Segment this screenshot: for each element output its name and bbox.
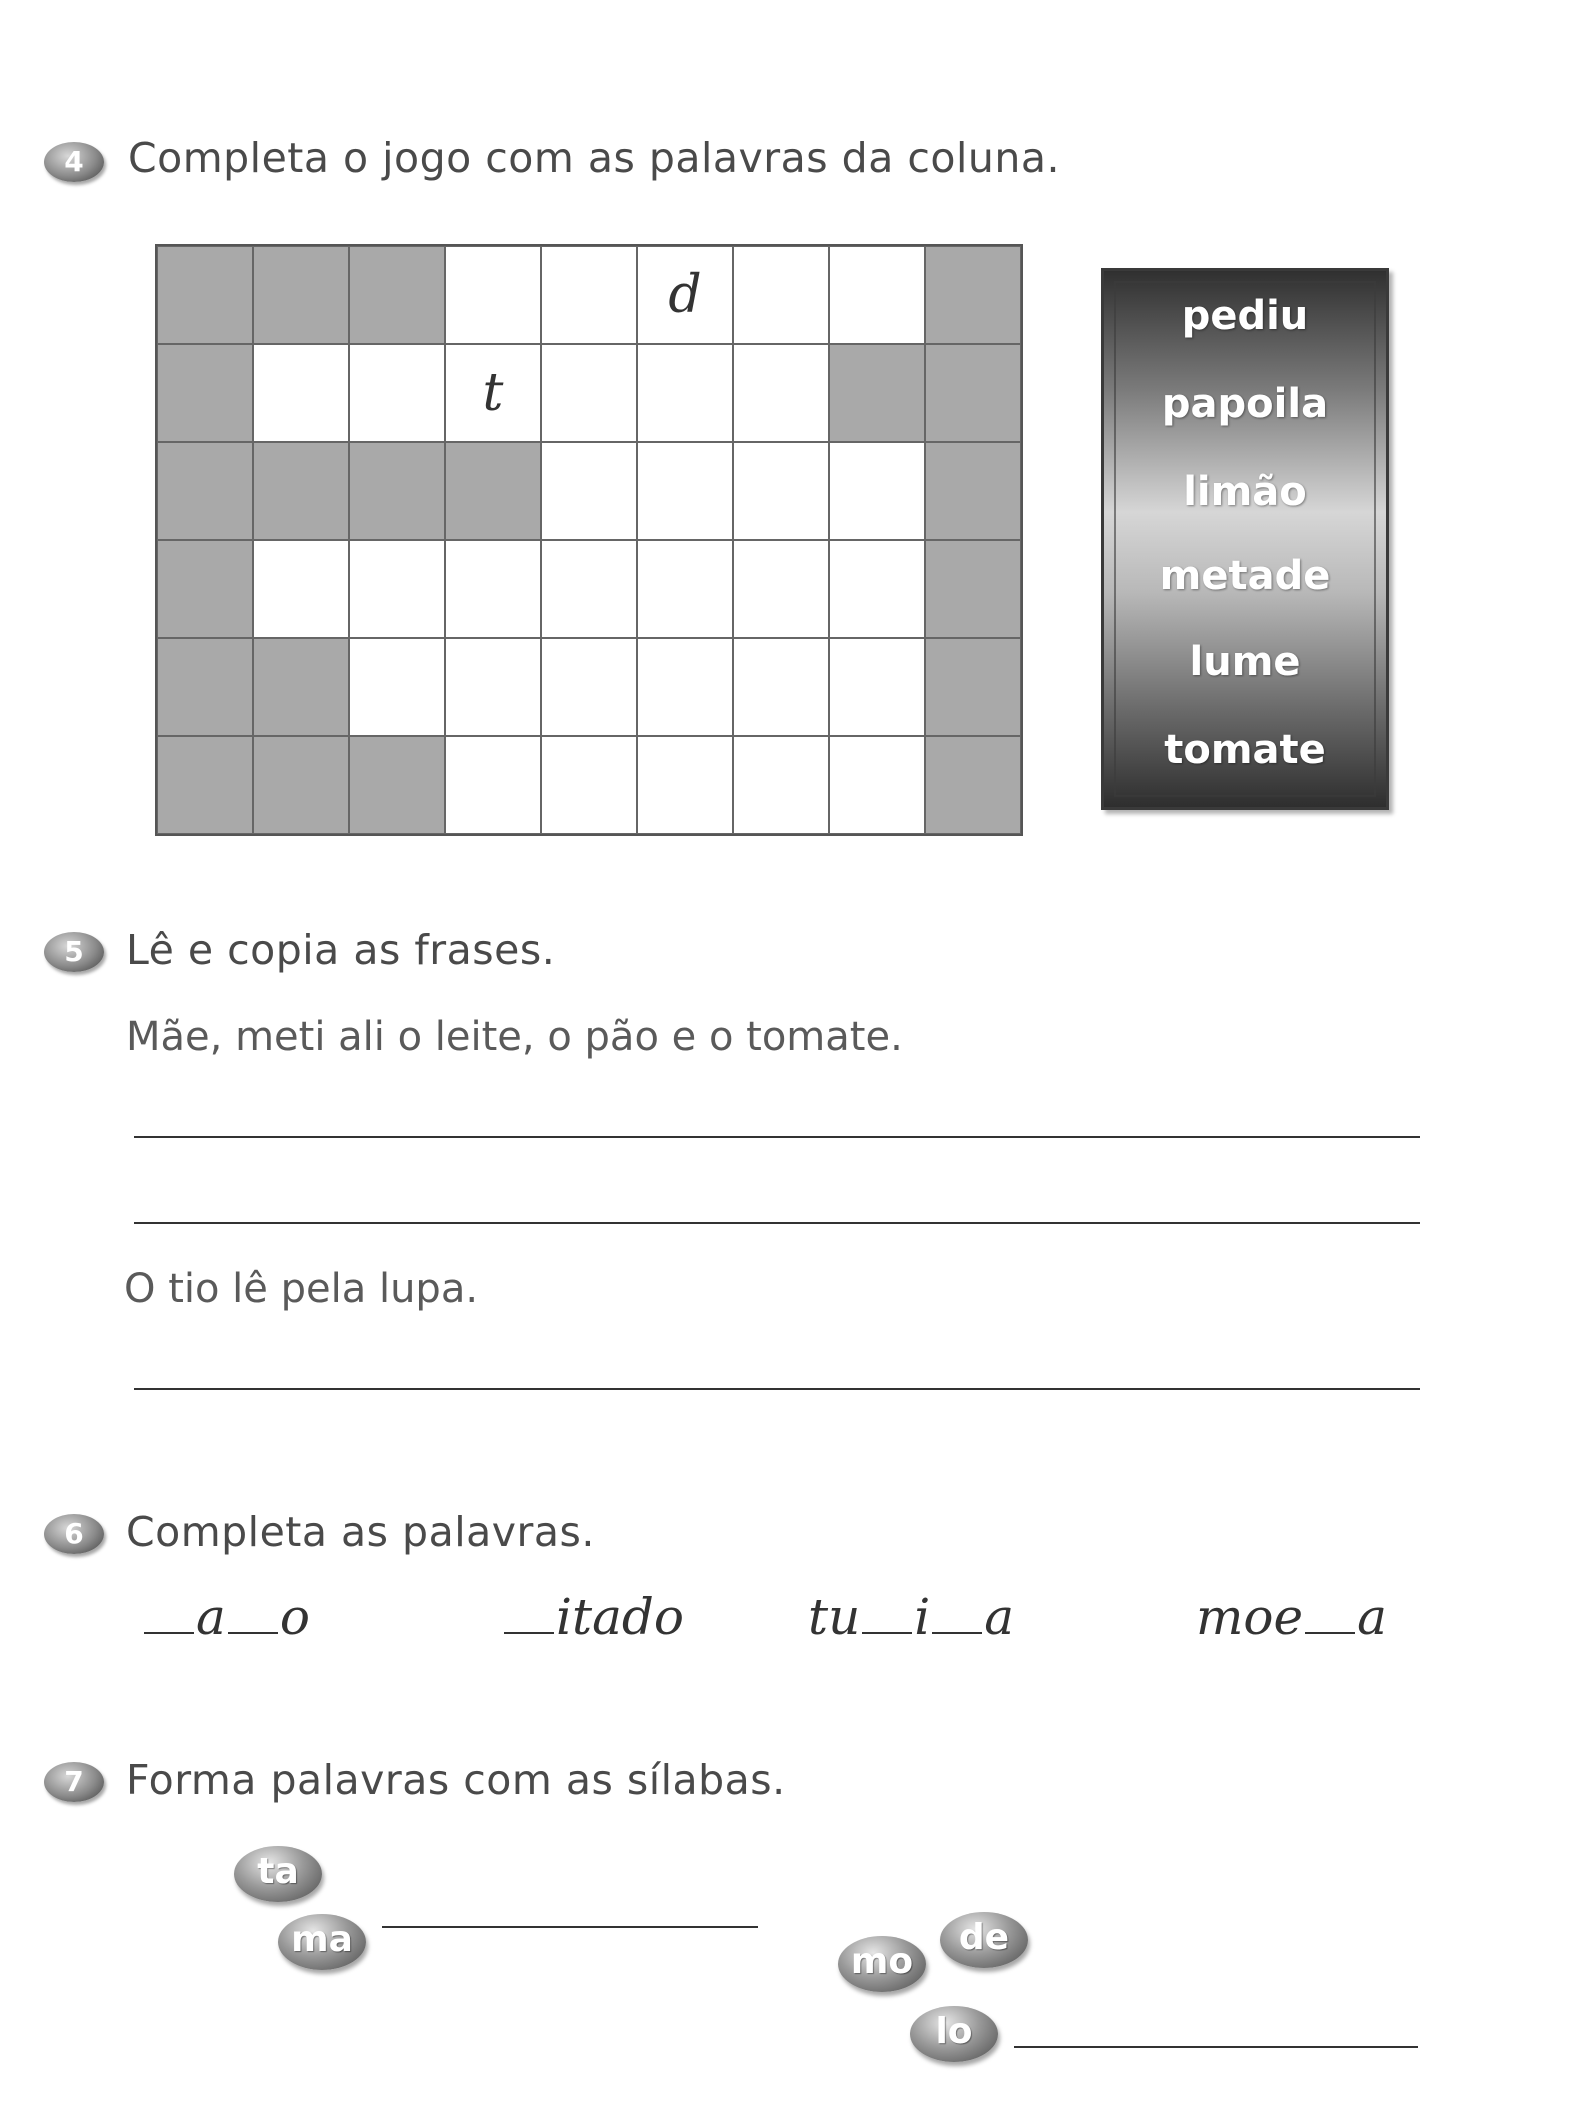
crossword-grid xyxy=(155,244,1023,836)
word-part: tu xyxy=(808,1588,861,1646)
grid-cell-shaded xyxy=(157,246,253,344)
incomplete-word-4 xyxy=(1196,1588,1387,1646)
word-part: o xyxy=(279,1588,310,1646)
exercise-number-badge: 4 xyxy=(44,142,104,182)
blank-slot[interactable] xyxy=(504,1622,554,1634)
exercise-7-instruction: Forma palavras com as sílabas. xyxy=(126,1756,786,1804)
grid-cell[interactable] xyxy=(445,540,541,638)
grid-cell-shaded xyxy=(925,638,1021,736)
grid-cell[interactable] xyxy=(829,540,925,638)
grid-cell[interactable] xyxy=(349,344,445,442)
grid-cell[interactable] xyxy=(349,638,445,736)
incomplete-word-3 xyxy=(808,1588,1014,1646)
exercise-6-instruction: Completa as palavras. xyxy=(126,1508,595,1556)
grid-cell[interactable] xyxy=(733,344,829,442)
grid-cell[interactable] xyxy=(637,736,733,834)
word-part: i xyxy=(914,1588,931,1646)
grid-cell-shaded xyxy=(925,344,1021,442)
grid-cell[interactable] xyxy=(541,442,637,540)
word-tomate: tomate xyxy=(1164,727,1326,773)
syllable-pebble-ta: ta xyxy=(234,1846,322,1902)
grid-cell-letter-t[interactable]: t xyxy=(445,344,541,442)
grid-cell[interactable] xyxy=(541,344,637,442)
grid-cell-shaded xyxy=(349,246,445,344)
word-papoila: papoila xyxy=(1161,381,1329,427)
grid-cell[interactable] xyxy=(829,442,925,540)
grid-cell-shaded xyxy=(925,442,1021,540)
word-part: moe xyxy=(1196,1588,1304,1646)
grid-cell[interactable] xyxy=(733,246,829,344)
grid-cell-shaded xyxy=(253,442,349,540)
grid-cell-shaded xyxy=(925,736,1021,834)
grid-cell[interactable] xyxy=(829,246,925,344)
grid-cell-shaded xyxy=(349,736,445,834)
grid-cell-shaded xyxy=(445,442,541,540)
incomplete-word-2 xyxy=(502,1588,684,1646)
blank-slot[interactable] xyxy=(932,1622,982,1634)
grid-cell[interactable] xyxy=(637,442,733,540)
grid-cell[interactable] xyxy=(637,344,733,442)
grid-cell-shaded xyxy=(253,736,349,834)
blank-slot[interactable] xyxy=(1305,1622,1355,1634)
grid-cell-shaded xyxy=(829,344,925,442)
answer-line[interactable] xyxy=(134,1136,1420,1138)
grid-cell-shaded xyxy=(349,442,445,540)
grid-cell-shaded xyxy=(253,638,349,736)
grid-cell-shaded xyxy=(925,246,1021,344)
syllable-pebble-de: de xyxy=(940,1912,1028,1968)
grid-cell[interactable] xyxy=(445,638,541,736)
answer-line[interactable] xyxy=(134,1388,1420,1390)
word-part: a xyxy=(196,1588,226,1646)
grid-cell[interactable] xyxy=(829,736,925,834)
exercise-number-badge: 5 xyxy=(44,932,104,972)
grid-cell-shaded xyxy=(157,638,253,736)
sentence-1: Mãe, meti ali o leite, o pão e o tomate. xyxy=(126,1014,903,1060)
grid-cell[interactable] xyxy=(541,638,637,736)
grid-cell[interactable] xyxy=(541,246,637,344)
incomplete-word-1 xyxy=(142,1588,310,1646)
answer-line[interactable] xyxy=(382,1926,758,1928)
grid-cell[interactable] xyxy=(637,540,733,638)
grid-cell-shaded xyxy=(925,540,1021,638)
answer-line[interactable] xyxy=(134,1222,1420,1224)
word-part: a xyxy=(984,1588,1015,1646)
blank-slot[interactable] xyxy=(144,1622,194,1634)
grid-cell-shaded xyxy=(157,540,253,638)
exercise-number-badge: 6 xyxy=(44,1514,104,1554)
grid-cell[interactable] xyxy=(733,736,829,834)
syllable-pebble-ma: ma xyxy=(278,1914,366,1970)
blank-slot[interactable] xyxy=(228,1622,278,1634)
word-part: a xyxy=(1357,1588,1387,1646)
grid-cell-shaded xyxy=(253,246,349,344)
grid-cell-shaded xyxy=(157,442,253,540)
grid-cell[interactable] xyxy=(637,638,733,736)
syllable-pebble-mo: mo xyxy=(838,1936,926,1992)
exercise-4-instruction: Completa o jogo com as palavras da coluna. xyxy=(128,134,1061,182)
blank-slot[interactable] xyxy=(862,1622,912,1634)
grid-cell[interactable] xyxy=(253,540,349,638)
grid-cell-shaded xyxy=(157,736,253,834)
grid-cell[interactable] xyxy=(829,638,925,736)
word-pediu: pediu xyxy=(1181,293,1309,339)
grid-cell-letter-d[interactable]: d xyxy=(637,246,733,344)
word-column-panel xyxy=(1101,268,1389,810)
grid-cell[interactable] xyxy=(733,638,829,736)
grid-cell[interactable] xyxy=(733,442,829,540)
exercise-5-instruction: Lê e copia as frases. xyxy=(126,926,556,974)
grid-cell[interactable] xyxy=(733,540,829,638)
word-panel-frame xyxy=(1114,281,1376,797)
grid-cell[interactable] xyxy=(541,540,637,638)
word-lume: lume xyxy=(1189,639,1301,685)
grid-cell[interactable] xyxy=(445,736,541,834)
grid-cell[interactable] xyxy=(349,540,445,638)
grid-cell[interactable] xyxy=(253,344,349,442)
word-limao: limão xyxy=(1183,469,1307,515)
word-part: itado xyxy=(556,1588,685,1646)
grid-cell[interactable] xyxy=(541,736,637,834)
exercise-number-badge: 7 xyxy=(44,1762,104,1802)
sentence-2: O tio lê pela lupa. xyxy=(124,1266,479,1312)
grid-cell-shaded xyxy=(157,344,253,442)
word-metade: metade xyxy=(1159,553,1331,599)
grid-cell[interactable] xyxy=(445,246,541,344)
answer-line[interactable] xyxy=(1014,2046,1418,2048)
syllable-pebble-lo: lo xyxy=(910,2006,998,2062)
